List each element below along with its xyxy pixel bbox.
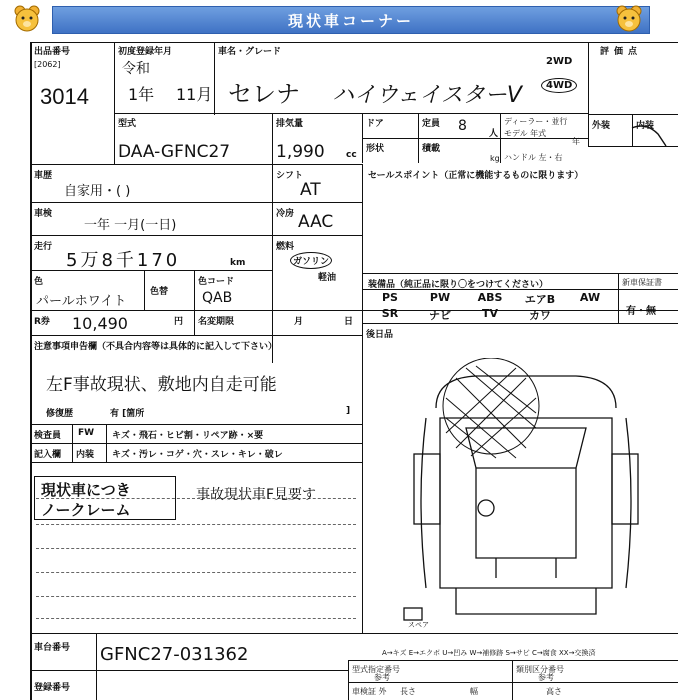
rule <box>30 42 32 700</box>
rule <box>30 164 362 165</box>
inspector-items-int: キズ・汚レ・コゲ・穴・スレ・キレ・破レ <box>112 450 283 460</box>
car-grade: ハイウェイスターV <box>332 83 522 108</box>
inspector-code-fw: FW <box>78 428 95 438</box>
color-code-value: QAB <box>202 290 233 306</box>
warranty-value: 有・無 <box>626 306 656 317</box>
bear-mascot-icon <box>12 4 42 34</box>
equip-airbag: エアB <box>524 293 556 306</box>
rule <box>30 235 362 236</box>
rule <box>588 114 678 115</box>
rule <box>30 633 678 634</box>
month-unit: 月 <box>294 317 304 327</box>
year-unit: 年 <box>572 137 580 146</box>
rule <box>348 682 678 683</box>
rule <box>362 323 363 633</box>
equip-aw: AW <box>579 291 601 304</box>
dashed-rule <box>36 572 356 573</box>
height-label: 高さ <box>546 687 562 696</box>
recycle-value: 10,490 <box>72 314 128 333</box>
later-items-label: 後日品 <box>366 330 394 340</box>
reg-era: 令和 <box>122 61 150 77</box>
car-name-label: 車名・グレード <box>218 47 282 57</box>
repair-bracket: ] <box>346 406 351 416</box>
color-value: パールホワイト <box>36 294 127 309</box>
cert-label: 車検証 外 <box>352 687 387 696</box>
lot-number: 3014 <box>40 84 89 109</box>
rule <box>512 660 513 700</box>
rule <box>194 270 195 310</box>
capacity-label: 定員 <box>422 119 441 129</box>
equip-pw: PW <box>429 291 451 304</box>
rule <box>106 424 107 462</box>
dashed-rule <box>36 596 356 597</box>
ac-value: AAC <box>298 212 334 232</box>
rule <box>362 138 588 139</box>
no-claim-stamp <box>34 476 176 520</box>
chassis-value: GFNC27-031362 <box>100 644 249 665</box>
day-unit: 日 <box>344 317 354 327</box>
rule <box>588 42 589 146</box>
displacement-value: 1,990 <box>276 142 325 162</box>
rule <box>96 633 97 700</box>
inspector-code-int: 内装 <box>76 450 95 460</box>
model-value: DAA-GFNC27 <box>118 142 231 162</box>
fuel-gasoline: ガソリン <box>290 252 332 269</box>
eval-label: 評価点 <box>600 47 643 57</box>
history-value: 自家用・( ) <box>64 184 131 199</box>
rule <box>348 660 349 700</box>
mileage-label: 走行 <box>34 242 53 252</box>
entry-label: 記入欄 <box>34 450 62 460</box>
car-name: セレナ <box>228 80 300 108</box>
door-label: ドア <box>366 119 384 129</box>
auction-sheet <box>0 40 700 700</box>
rule <box>30 424 362 425</box>
rule <box>114 42 115 164</box>
check-mark-icon <box>628 120 668 150</box>
color-label: 色 <box>34 277 44 287</box>
reg-number-label: 登録番号 <box>34 683 71 693</box>
mileage-value: 5万8千170 <box>66 250 181 271</box>
rule <box>30 462 362 463</box>
warranty-label: 新車保証書 <box>622 278 662 287</box>
type-ref: 参考 <box>374 673 390 682</box>
spare-mark: スペア <box>408 621 429 629</box>
displacement-label: 排気量 <box>276 119 304 129</box>
notes-label: 注意事項申告欄（不具合内容等は具体的に記入して下さい） <box>34 342 278 352</box>
notes-text: 左F事故現状、敷地内自走可能 <box>46 375 277 395</box>
rule <box>214 42 215 115</box>
mileage-unit: km <box>230 258 246 268</box>
recycle-unit: 円 <box>174 317 184 327</box>
rule <box>144 270 145 310</box>
stamp-line-2: ノークレーム <box>41 501 131 519</box>
equip-leather: カワ <box>529 309 551 322</box>
rule <box>362 323 678 324</box>
shift-value: AT <box>300 180 321 200</box>
rule <box>348 660 678 661</box>
rule <box>30 42 678 43</box>
dashed-rule <box>36 618 356 619</box>
lot-label: 出品番号 <box>34 47 71 57</box>
drive-4wd: 4WD <box>541 78 577 93</box>
ac-label: 冷房 <box>276 209 295 219</box>
rule <box>30 202 362 203</box>
fuel-label: 燃料 <box>276 242 295 252</box>
repair-value: 有 [箇所 <box>110 409 145 419</box>
reg-month: 11月 <box>176 85 213 104</box>
exterior-label: 外装 <box>592 121 611 131</box>
equip-tv: TV <box>481 307 499 320</box>
stamp-line-1: 現状車につき <box>41 481 131 499</box>
dashed-rule <box>36 524 356 525</box>
displacement-unit: cc <box>346 150 357 160</box>
shape-label: 形状 <box>366 144 385 154</box>
shift-label: シフト <box>276 171 304 181</box>
capacity-value: 8 <box>458 118 467 134</box>
equipment-label: 装備品（純正品に限り〇をつけてください） <box>368 280 549 290</box>
rule <box>114 113 588 114</box>
name-change-label: 名変期限 <box>198 317 235 327</box>
length-label: 長さ <box>400 687 416 696</box>
reg-year: 1年 <box>128 85 155 104</box>
width-label: 幅 <box>470 687 478 696</box>
rule <box>30 335 362 336</box>
rule <box>72 424 73 462</box>
handle-label: ハンドル 左・右 <box>504 153 563 162</box>
capacity-unit: 人 <box>489 129 499 139</box>
bear-mascot-icon <box>614 4 644 34</box>
dashed-rule <box>36 548 356 549</box>
car-damage-diagram <box>396 358 656 628</box>
equip-abs: ABS <box>477 291 503 304</box>
sales-point-label: セールスポイント（正常に機能するものに限ります） <box>368 171 584 181</box>
stamp-note: 事故現状車F見要す <box>196 487 317 503</box>
rule <box>30 443 362 444</box>
fuel-diesel: 軽油 <box>318 273 337 283</box>
color-code-label: 色コード <box>198 277 235 287</box>
equip-ps: PS <box>382 291 398 304</box>
rule <box>272 113 273 363</box>
chassis-label: 車台番号 <box>34 643 71 653</box>
type-designation-label: 型式指定番号 <box>352 665 400 674</box>
load-label: 積載 <box>422 144 441 154</box>
equip-navi: ナビ <box>429 309 451 322</box>
lot-code: [2062] <box>34 60 61 69</box>
drive-2wd: 2WD <box>546 56 573 67</box>
equip-sr: SR <box>381 307 399 320</box>
top-banner <box>0 0 700 38</box>
inspection-value: 一年 一月(一日) <box>84 218 177 233</box>
damage-legend: A→キズ E→エクボ U→凹み W→補修跡 S→サビ C→腐食 XX→交換済 <box>382 649 596 657</box>
class-number-label: 類別区分番号 <box>516 665 564 674</box>
inspector-items-ext: キズ・飛石・ヒビ割・リペア跡・×要 <box>112 431 264 441</box>
recolor-label: 色替 <box>150 287 169 297</box>
reg-date-label: 初度登録年月 <box>118 47 173 57</box>
rule <box>618 273 619 323</box>
inspection-label: 車検 <box>34 209 53 219</box>
load-unit: kg <box>490 154 500 163</box>
inspector-label: 検査員 <box>34 431 62 441</box>
recycle-label: R券 <box>34 317 50 327</box>
interior-label: 内装 <box>636 121 655 131</box>
class-ref: 参考 <box>538 673 554 682</box>
history-label: 車歴 <box>34 171 53 181</box>
equipment-grid <box>362 289 618 323</box>
banner-bar <box>52 6 650 34</box>
banner-title: 現状車コーナー <box>287 12 414 30</box>
dealer-label: ディーラー・並行 <box>504 117 568 126</box>
model-year-label: モデル 年式 <box>504 129 547 138</box>
repair-label: 修復歴 <box>46 409 74 419</box>
rule <box>30 670 348 671</box>
rule <box>362 273 678 274</box>
model-label: 型式 <box>118 119 137 129</box>
rule <box>194 310 195 335</box>
